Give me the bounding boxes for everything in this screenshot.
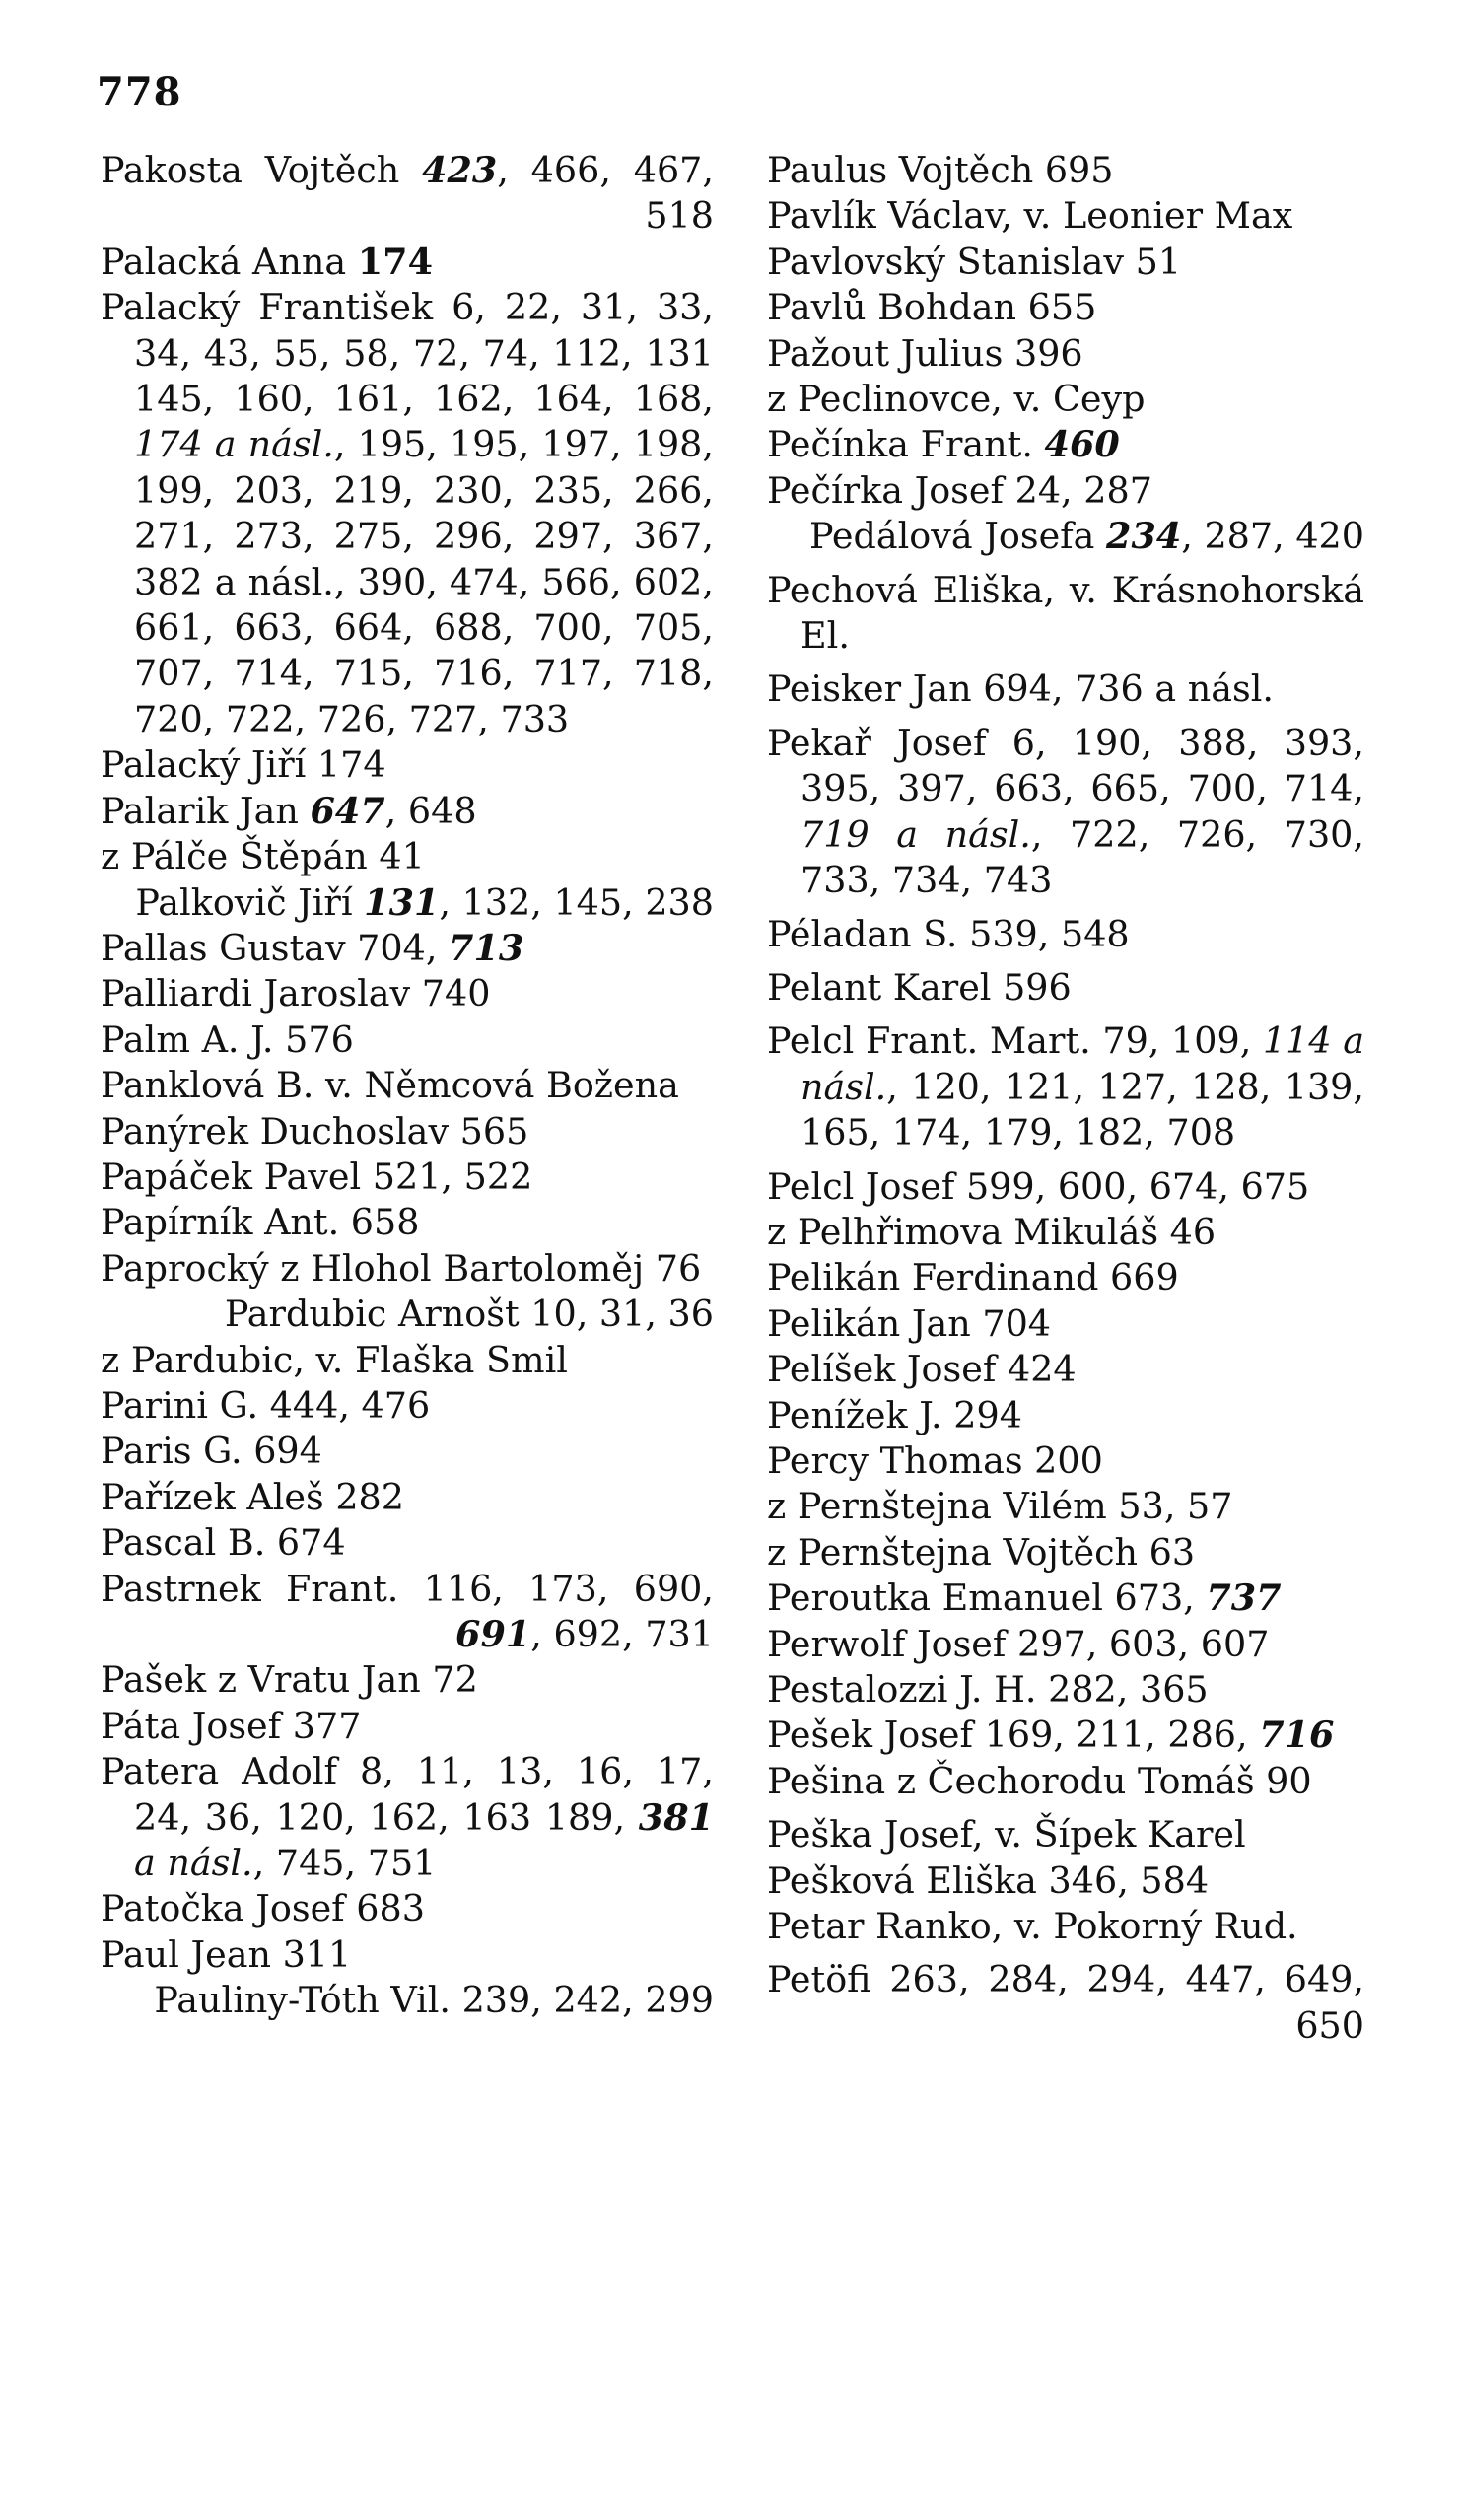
- index-entry: Pavlovský Stanislav 51: [767, 240, 1182, 283]
- index-entry: Paulus Vojtěch 695: [767, 149, 1114, 191]
- index-entry: Pešek Josef 169, 211, 286, 716: [767, 1714, 1335, 1757]
- index-column-right: [767, 148, 1364, 2049]
- index-entry: Papáček Pavel 521, 522: [101, 1155, 533, 1198]
- index-entry: Peroutka Emanuel 673, 737: [767, 1576, 1282, 1620]
- index-entry: Pařízek Aleš 282: [101, 1475, 404, 1518]
- index-entry: Pešina z Čechorodu Tomáš 90: [767, 1759, 1312, 1802]
- index-entry: Percy Thomas 200: [767, 1438, 1103, 1482]
- index-entry: z Pelhřimova Mikuláš 46: [767, 1210, 1217, 1253]
- index-entry: Perwolf Josef 297, 603, 607: [767, 1622, 1270, 1665]
- index-entry: Parini G. 444, 476: [101, 1383, 431, 1427]
- index-entry: Peška Josef, v. Šípek Karel: [767, 1813, 1246, 1856]
- index-entry: Pešková Eliška 346, 584: [767, 1858, 1210, 1902]
- index-entry: Pavlík Václav, v. Leonier Max: [767, 194, 1293, 238]
- index-entry: Pelcl Frant. Mart. 79, 109, 114 a násl., 120, 121, 127, 128, 139, 165, 174, 179, 182, 708: [767, 1019, 1364, 1155]
- index-entry: Panklová B. v. Němcová Božena: [101, 1064, 679, 1107]
- index-entry: Pelíšek Josef 424: [767, 1348, 1077, 1391]
- index-entry: z Peclinovce, v. Ceyp: [767, 378, 1146, 421]
- index-entry: Péladan S. 539, 548: [767, 912, 1130, 955]
- index-entry: Patera Adolf 8, 11, 13, 16, 17, 24, 36, 120, 162, 163 189, 381 a násl., 745, 751: [101, 1750, 714, 1885]
- index-entry: Pallas Gustav 704, 713: [101, 926, 524, 969]
- index-entry: Pastrnek Frant. 116, 173, 690, 691, 692, 731: [101, 1567, 714, 1655]
- index-entry: Pečínka Frant. 460: [767, 423, 1120, 466]
- page-number: 778: [97, 69, 182, 115]
- index-entry: z Pernštejna Vilém 53, 57: [767, 1485, 1233, 1528]
- index-entry: Paul Jean 311: [101, 1932, 352, 1976]
- index-entry: Palarik Jan 647, 648: [101, 789, 477, 832]
- index-entry: Pekař Josef 6, 190, 388, 393, 395, 397, 663, 665, 700, 714, 719 a násl., 722, 726, 730, 733, 734, 743: [767, 721, 1364, 902]
- index-entry: Pedálová Josefa 234, 287, 420: [808, 515, 1364, 558]
- index-entry: Pelikán Ferdinand 669: [767, 1256, 1179, 1299]
- index-entry: Pakosta Vojtěch 423, 466, 467, 518: [101, 149, 714, 238]
- index-entry: Pelikán Jan 704: [767, 1301, 1052, 1345]
- index-entry: Palacký Jiří 174: [101, 743, 386, 787]
- index-entry: Pardubic Arnošt 10, 31, 36: [224, 1293, 714, 1336]
- index-entry: Penížek J. 294: [767, 1393, 1022, 1436]
- index-entry: Petar Ranko, v. Pokorný Rud.: [767, 1905, 1298, 1948]
- index-entry: Palliardi Jaroslav 740: [101, 972, 491, 1015]
- index-entry: Peisker Jan 694, 736 a násl.: [767, 667, 1274, 711]
- index-entry: Pavlů Bohdan 655: [767, 286, 1097, 329]
- index-entry: Panýrek Duchoslav 565: [101, 1109, 529, 1153]
- index-entry: Paprocký z Hlohol Bartoloměj 76: [101, 1246, 702, 1290]
- index-entry: Palm A. J. 576: [101, 1017, 354, 1061]
- index-entry: z Pernštejna Vojtěch 63: [767, 1530, 1196, 1574]
- index-entry: Pestalozzi J. H. 282, 365: [767, 1668, 1209, 1711]
- index-entry: Pechová Eliška, v. Krásnohorská El.: [767, 568, 1364, 658]
- index-entry: Pauliny-Tóth Vil. 239, 242, 299: [154, 1979, 714, 2022]
- index-entry: Paris G. 694: [101, 1430, 322, 1473]
- index-entry: z Pardubic, v. Flaška Smil: [101, 1338, 568, 1381]
- index-entry: Papírník Ant. 658: [101, 1201, 420, 1244]
- index-entry: Pažout Julius 396: [767, 331, 1083, 375]
- index-entry: Palacký František 6, 22, 31, 33, 34, 43, 55, 58, 72, 74, 112, 131 145, 160, 161, 162, 164, 168, 174 a násl., 195, 195, 197, 198, 199, 203, 219, 230, 235, 266, 271, 273, 275, 296, 297, 367, 382 a násl., 390, 474, 566, 602, 661, 663, 664, 688, 700, 705, 707, 714, 715, 716, 717, 718, 720, 722, 726, 727, 733: [101, 286, 714, 740]
- index-entry: Pascal B. 674: [101, 1521, 346, 1565]
- index-entry: Patočka Josef 683: [101, 1887, 425, 1930]
- index-entry: Palkovič Jiří 131, 132, 145, 238: [135, 880, 714, 924]
- index-entry: Pelant Karel 596: [767, 965, 1072, 1009]
- index-entry: Pečírka Josef 24, 287: [767, 468, 1152, 512]
- index-entry: Pelcl Josef 599, 600, 674, 675: [767, 1164, 1310, 1208]
- index-entry: Petöfi 263, 284, 294, 447, 649, 650: [767, 1958, 1364, 2047]
- index-entry: z Pálče Štěpán 41: [101, 835, 425, 878]
- index-entry: Páta Josef 377: [101, 1704, 362, 1747]
- index-entry: Pašek z Vratu Jan 72: [101, 1658, 478, 1702]
- index-column-left: [101, 148, 714, 2024]
- index-entry: Palacká Anna 174: [101, 240, 433, 283]
